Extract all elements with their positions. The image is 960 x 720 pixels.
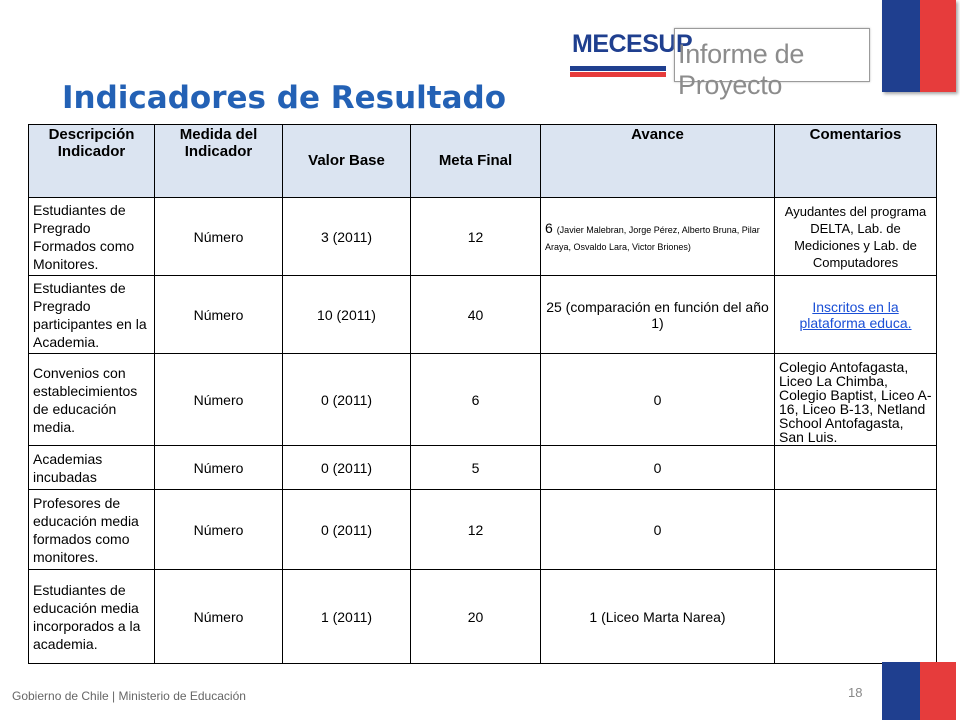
cell-avance: 25 (comparación en función del año 1) <box>541 276 775 354</box>
cell-medida: Número <box>155 490 283 570</box>
cell-descripcion: Academias incubadas <box>29 446 155 490</box>
cell-meta: 40 <box>411 276 541 354</box>
header-descripcion: Descripción Indicador <box>29 125 155 198</box>
page-number: 18 <box>848 685 863 700</box>
cell-medida: Número <box>155 276 283 354</box>
cell-valor-base: 3 (2011) <box>283 198 411 276</box>
cell-descripcion: Convenios con establecimientos de educación media. <box>29 354 155 446</box>
chile-flag-decoration-bottom <box>882 662 956 720</box>
table-row <box>29 276 937 354</box>
cell-comentario <box>775 570 937 664</box>
cell-medida: Número <box>155 446 283 490</box>
cell-comentario <box>775 276 937 354</box>
footer-text: Gobierno de Chile | Ministerio de Educación <box>12 689 246 703</box>
cell-meta: 12 <box>411 198 541 276</box>
cell-avance <box>541 198 775 276</box>
cell-avance: 1 (Liceo Marta Narea) <box>541 570 775 664</box>
table-row <box>29 354 937 446</box>
cell-avance: 0 <box>541 490 775 570</box>
cell-comentario: Colegio Antofagasta, Liceo La Chimba, Colegio Baptist, Liceo A-16, Liceo B-13, Netland School Antofagasta, San Luis. <box>775 354 937 446</box>
cell-valor-base: 10 (2011) <box>283 276 411 354</box>
cell-avance: 0 <box>541 354 775 446</box>
table-row <box>29 570 937 664</box>
cell-comentario: Ayudantes del programa DELTA, Lab. de Mediciones y Lab. de Computadores <box>775 198 937 276</box>
cell-valor-base: 1 (2011) <box>283 570 411 664</box>
table-row <box>29 490 937 570</box>
cell-comentario <box>775 490 937 570</box>
inscritos-link[interactable]: Inscritos en la plataforma educa. <box>799 298 912 331</box>
table-row <box>29 446 937 490</box>
cell-medida: Número <box>155 354 283 446</box>
avance-value: 6 <box>545 219 553 236</box>
cell-descripcion: Estudiantes de Pregrado Formados como Monitores. <box>29 198 155 276</box>
cell-meta: 5 <box>411 446 541 490</box>
table-row <box>29 198 937 276</box>
cell-comentario <box>775 446 937 490</box>
cell-meta: 12 <box>411 490 541 570</box>
cell-valor-base: 0 (2011) <box>283 354 411 446</box>
cell-descripcion: Profesores de educación media formados como monitores. <box>29 490 155 570</box>
logo-subtitle: Informe de Proyecto <box>678 39 805 100</box>
logo-brand: MECESUP <box>572 30 693 58</box>
header-medida: Medida del Indicador <box>155 125 283 198</box>
mecesup-logo <box>566 26 868 100</box>
cell-avance: 0 <box>541 446 775 490</box>
header-comentarios: Comentarios <box>775 125 937 198</box>
cell-medida: Número <box>155 570 283 664</box>
chile-flag-decoration <box>882 0 956 92</box>
cell-valor-base: 0 (2011) <box>283 446 411 490</box>
cell-meta: 6 <box>411 354 541 446</box>
avance-note: (Javier Malebran, Jorge Pérez, Alberto Bruna, Pilar Araya, Osvaldo Lara, Victor Briones) <box>545 224 760 252</box>
cell-valor-base: 0 (2011) <box>283 490 411 570</box>
table-header-row <box>29 125 937 198</box>
indicators-table <box>28 124 937 664</box>
cell-descripcion: Estudiantes de Pregrado participantes en la Academia. <box>29 276 155 354</box>
cell-medida: Número <box>155 198 283 276</box>
cell-descripcion: Estudiantes de educación media incorporados a la academia. <box>29 570 155 664</box>
page-title: Indicadores de Resultado <box>62 80 507 116</box>
header-avance: Avance <box>541 125 775 198</box>
header-valor-base: Valor Base <box>283 125 411 198</box>
cell-meta: 20 <box>411 570 541 664</box>
header-meta-final: Meta Final <box>411 125 541 198</box>
